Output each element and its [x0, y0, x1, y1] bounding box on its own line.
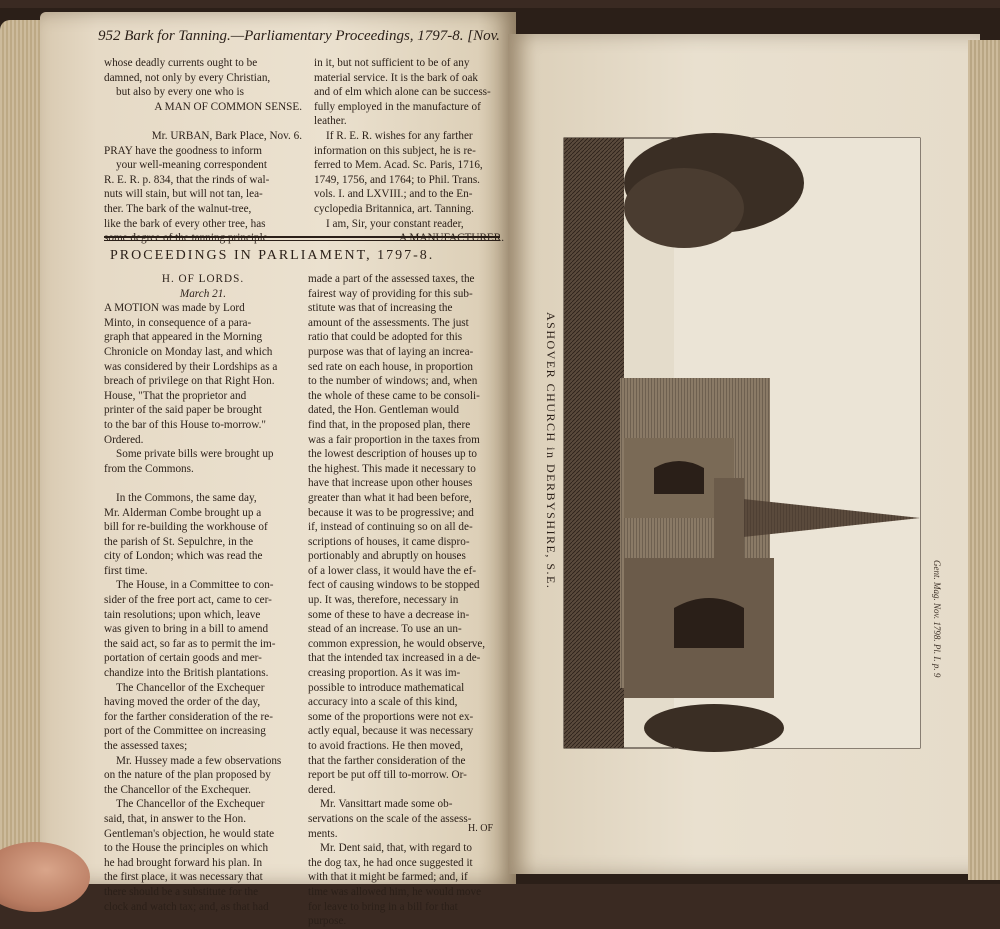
text-line: stitute was that of increasing the	[308, 302, 453, 315]
text-line: Chronicle on Monday last, and which	[104, 345, 273, 358]
text-line: ratio that could be adopted for this	[308, 331, 463, 344]
text-line: servations on the scale of the assess-	[308, 812, 472, 825]
text-line: Minto, in consequence of a para-	[104, 316, 252, 329]
text-line: ferred to Mem. Acad. Sc. Paris, 1716,	[314, 159, 483, 172]
text-line: some of the proportions were not ex-	[308, 710, 474, 723]
text-line: the whole of these came to be consoli-	[308, 389, 480, 402]
proceedings-column-left	[104, 272, 302, 914]
text-line: was a fair proportion in the taxes from	[308, 433, 480, 446]
text-line: creasing proportion. As it was im-	[308, 667, 461, 680]
text-line: possible to introduce mathematical	[308, 681, 465, 694]
text-line: to the number of windows; and, when	[308, 375, 478, 388]
text-line: Ordered.	[104, 433, 144, 446]
text-line: said, that, in answer to the Hon.	[104, 812, 246, 825]
text-line: was given to bring in a bill to amend	[104, 623, 269, 636]
text-line: PRAY have the goodness to inform	[104, 144, 262, 157]
text-line: time was allowed him, he would move	[308, 885, 482, 898]
text-line: The House, in a Committee to con-	[116, 579, 274, 592]
plate-caption: ASHOVER CHURCH in DERBYSHIRE, S.E.	[544, 312, 558, 590]
text-line: March 21.	[179, 287, 227, 300]
text-line: A MANUFACTURER.	[399, 232, 504, 245]
text-line: like the bark of every other tree, has	[104, 217, 266, 230]
text-line: for the farther consideration of the re-	[104, 710, 273, 723]
page-header: 952 Bark for Tanning.—Parliamentary Proceedings, 1797-8. [Nov.	[98, 28, 500, 44]
text-line: Some private bills were brought up	[116, 448, 274, 461]
text-line: Mr. Alderman Combe brought up a	[104, 506, 262, 519]
text-line: printer of the said paper be brought	[104, 404, 262, 417]
text-line: A MOTION was made by Lord	[104, 302, 245, 315]
text-line: clock and watch tax; and, as that had	[104, 900, 269, 913]
text-line: Mr. Dent said, that, with regard to	[320, 842, 472, 855]
text-line: of a lower class, it would have the ef-	[308, 564, 477, 577]
text-line: port of the Committee on increasing	[104, 725, 266, 738]
text-line: ments.	[308, 827, 338, 840]
text-line: material service. It is the bark of oak	[314, 71, 479, 84]
text-line: fully employed in the manufacture of	[314, 100, 481, 113]
text-line: whose deadly currents ought to be	[104, 57, 258, 69]
text-line: In the Commons, the same day,	[116, 491, 257, 504]
text-line: with that it might be farmed; and, if	[308, 871, 468, 884]
section-rule	[104, 236, 500, 238]
text-line: some of these to have a decrease in-	[308, 608, 470, 621]
text-line: made a part of the assessed taxes, the	[308, 273, 475, 285]
text-line: information on this subject, he is re-	[314, 144, 476, 157]
text-line: there should be a substitute for the	[104, 885, 259, 898]
text-line: to the House the principles on which	[104, 842, 269, 855]
text-line: fairest way of providing for this sub-	[308, 287, 473, 300]
text-line: accuracy into a scale of this kind,	[308, 696, 458, 709]
text-line: the assessed taxes;	[104, 740, 188, 752]
text-line: to the bar of this House to-morrow."	[104, 418, 266, 431]
text-line: 1749, 1756, and 1764; to Phil. Trans.	[314, 173, 480, 186]
text-line: the said act, so far as to permit the im-	[104, 637, 276, 650]
text-line: sider of the free port act, came to cer-	[104, 594, 272, 607]
text-line: in it, but not sufficient to be of any	[314, 57, 470, 69]
text-line: purpose.	[308, 915, 347, 928]
letter-column-right	[314, 56, 504, 246]
text-line: The Chancellor of the Exchequer	[116, 798, 265, 811]
text-line: report be put off till to-morrow. Or-	[308, 769, 467, 782]
text-line: the first place, it was necessary that	[104, 871, 263, 884]
text-line: House, "That the proprietor and	[104, 389, 247, 402]
right-page-edges	[968, 40, 1000, 880]
text-line: vols. I. and LXVIII.; and to the En-	[314, 188, 473, 201]
text-line: the dog tax, he had once suggested it	[308, 856, 473, 869]
text-line: common expression, he would observe,	[308, 637, 486, 650]
text-line: from the Commons.	[104, 462, 194, 475]
text-line: that the intended tax increased in a de-	[308, 652, 481, 665]
text-line: was considered by their Lordships as a	[104, 360, 278, 373]
text-line: on the nature of the plan proposed by	[104, 769, 271, 782]
text-line: Mr. Vansittart made some ob-	[320, 798, 453, 811]
letter-column-left	[104, 56, 302, 246]
text-line: dated, the Hon. Gentleman would	[308, 404, 459, 417]
section-rule-thin	[104, 240, 500, 241]
text-line: R. E. R. p. 834, that the rinds of wal-	[104, 173, 270, 186]
text-line: leather.	[314, 115, 347, 128]
text-line: your well-meaning correspondent	[116, 159, 267, 172]
text-line: amount of the assessments. The just	[308, 316, 469, 329]
text-line: actly equal, because it was necessary	[308, 725, 474, 738]
text-line: A MAN OF COMMON SENSE.	[154, 100, 302, 113]
text-line: I am, Sir, your constant reader,	[326, 217, 464, 230]
text-line: city of London; which was read the	[104, 550, 263, 563]
text-line	[104, 114, 302, 129]
text-line: portation of certain goods and mer-	[104, 652, 262, 665]
text-line: breach of privilege on that Right Hon.	[104, 375, 275, 388]
text-line: find that, in the proposed plan, there	[308, 418, 471, 431]
text-line: first time.	[104, 564, 148, 577]
section-title: PROCEEDINGS IN PARLIAMENT, 1797-8.	[110, 248, 435, 263]
text-line: and of elm which alone can be success-	[314, 86, 491, 99]
text-line: stead of an increase. To use an un-	[308, 623, 462, 636]
text-line: Gentleman's objection, he would state	[104, 827, 275, 840]
text-line: having moved the order of the day,	[104, 696, 261, 709]
text-line: scriptions of houses, it came dispro-	[308, 535, 470, 548]
text-line: the highest. This made it necessary to	[308, 462, 476, 475]
text-line: to avoid fractions. He then moved,	[308, 740, 464, 752]
church-engraving	[564, 138, 920, 748]
text-line: Mr. Hussey made a few observations	[116, 754, 282, 767]
text-line: the Chancellor of the Exchequer.	[104, 783, 251, 796]
text-line: bill for re-building the workhouse of	[104, 521, 268, 534]
text-line: if, instead of continuing so on all de-	[308, 521, 473, 534]
plate-imprint: Gent. Mag. Nov. 1798. Pl. I. p. 9	[932, 560, 942, 678]
text-line: fect of causing windows to be stopped	[308, 579, 480, 592]
text-line: but also by every one who is	[116, 86, 245, 99]
text-line: dered.	[308, 783, 336, 796]
text-line	[104, 476, 302, 491]
text-line: H. OF LORDS.	[161, 273, 245, 285]
text-line: damned, not only by every Christian,	[104, 71, 271, 84]
text-line: graph that appeared in the Morning	[104, 331, 263, 344]
text-line: portionably and abruptly on houses	[308, 550, 466, 563]
text-line: sed rate on each house, in proportion	[308, 360, 473, 373]
text-line: that the farther consideration of the	[308, 754, 466, 767]
text-line: Mr. URBAN, Bark Place, Nov. 6.	[151, 129, 302, 142]
text-line: for leave to bring in a bill for that	[308, 900, 458, 913]
text-line: the lowest description of houses up to	[308, 448, 478, 461]
text-line: If R. E. R. wishes for any farther	[326, 129, 473, 142]
catchword: H. OF	[468, 823, 494, 834]
text-line: greater than what it had been before,	[308, 491, 472, 504]
text-line: he had brought forward his plan. In	[104, 856, 263, 869]
text-line: purpose was that of laying an increa-	[308, 345, 474, 358]
text-line: chandize into the British plantations.	[104, 667, 269, 680]
text-line: ther. The bark of the walnut-tree,	[104, 202, 252, 215]
text-line: The Chancellor of the Exchequer	[116, 681, 265, 694]
text-line: have that increase upon other houses	[308, 477, 473, 490]
text-line: some degree of the tanning principle	[104, 232, 268, 245]
text-line: cyclopedia Britannica, art. Tanning.	[314, 202, 474, 215]
text-line: up. It was, therefore, necessary in	[308, 594, 459, 607]
text-line: tain resolutions; upon which, leave	[104, 608, 261, 621]
text-line: nuts will stain, but will not tan, lea-	[104, 188, 263, 201]
text-line: the parish of St. Sepulchre, in the	[104, 535, 254, 548]
text-line: because it was to be progressive; and	[308, 506, 474, 519]
